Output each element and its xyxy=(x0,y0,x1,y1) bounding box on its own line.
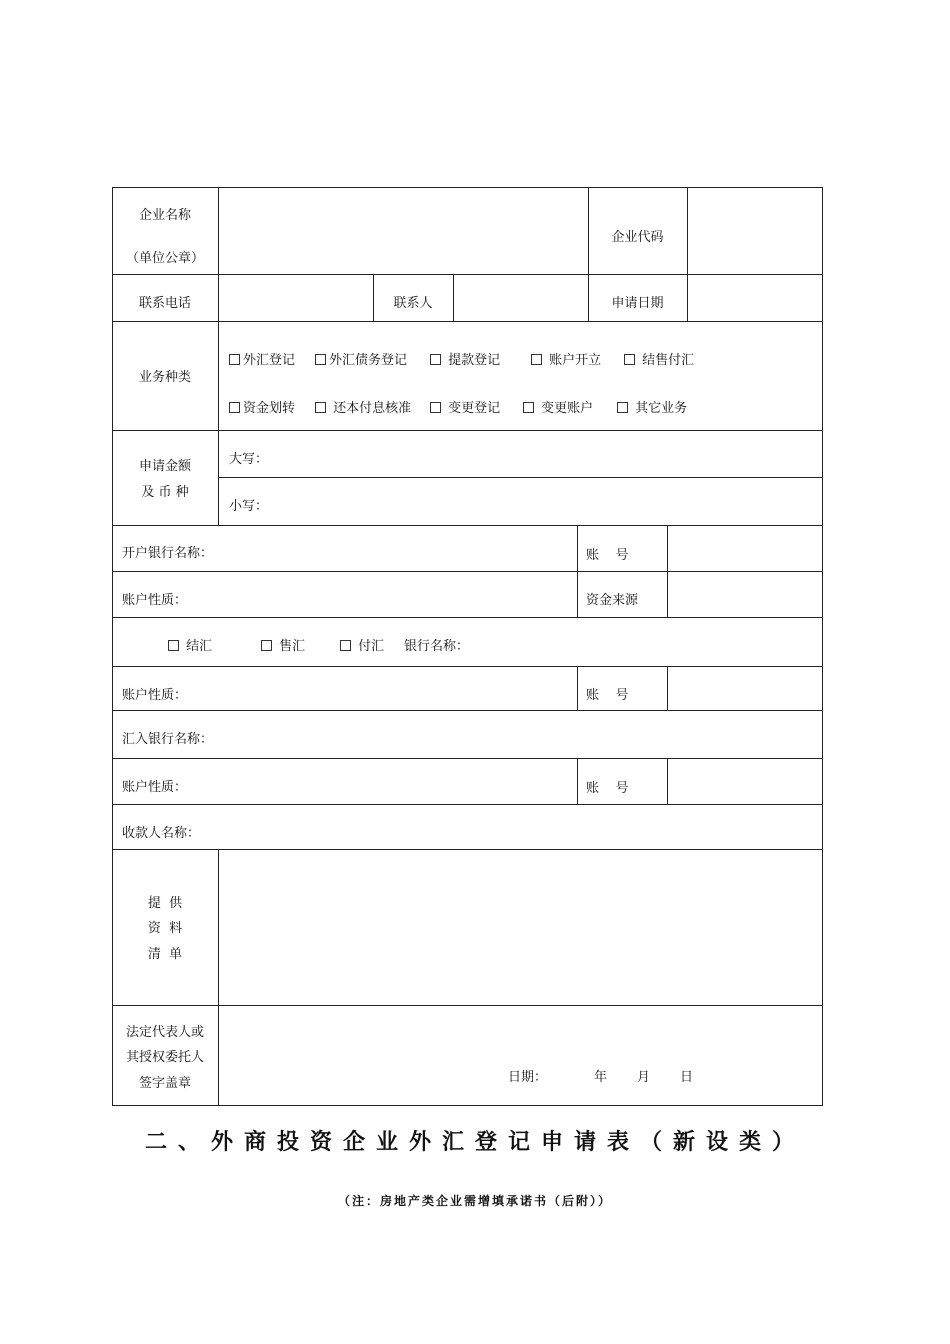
checkbox-icon xyxy=(340,640,351,651)
checkbox-other-business[interactable] xyxy=(617,401,687,417)
option-label: 提款登记 xyxy=(448,353,501,368)
option-label: 售汇 xyxy=(279,639,306,654)
checkbox-icon xyxy=(430,354,441,365)
checkbox-icon xyxy=(315,402,326,413)
signature-label-line3: 签字盖章 xyxy=(138,1076,191,1091)
row-line xyxy=(112,666,823,667)
col-line xyxy=(218,187,219,525)
checkbox-icon xyxy=(261,640,272,651)
docs-label-line2: 资 料 xyxy=(147,921,183,936)
checkbox-icon xyxy=(531,354,542,365)
amount-upper-label: 大写： xyxy=(229,452,269,467)
col-line xyxy=(218,849,219,1106)
row-line xyxy=(112,525,823,526)
checkbox-fund-transfer[interactable] xyxy=(229,401,295,417)
option-label: 资金划转 xyxy=(243,401,296,416)
checkbox-icon xyxy=(624,354,635,365)
checkbox-fx-registration[interactable] xyxy=(229,353,295,369)
company-name-label: 企业名称 xyxy=(138,208,191,223)
open-bank-label: 开户银行名称： xyxy=(122,546,214,561)
docs-label-line1: 提 供 xyxy=(147,896,183,911)
docs-label-line3: 清 单 xyxy=(147,947,183,962)
option-label: 其它业务 xyxy=(635,401,688,416)
year-label: 年 xyxy=(594,1070,608,1085)
option-label: 还本付息核准 xyxy=(333,401,412,416)
row-line xyxy=(112,571,823,572)
checkbox-icon xyxy=(617,402,628,413)
signature-label-line1: 法定代表人或 xyxy=(125,1025,204,1040)
row-line xyxy=(112,758,823,759)
account-no-label: 账 号 xyxy=(586,548,629,563)
checkbox-fx-debt-registration[interactable] xyxy=(315,353,407,369)
account-type-label: 账户性质： xyxy=(122,780,188,795)
checkbox-withdrawal-registration[interactable] xyxy=(430,353,500,369)
option-label: 付汇 xyxy=(358,639,385,654)
date-label: 日期： xyxy=(508,1070,548,1085)
row-line xyxy=(112,710,823,711)
col-line xyxy=(667,758,668,804)
checkbox-icon xyxy=(315,354,326,365)
option-label: 外汇债务登记 xyxy=(329,353,408,368)
application-form xyxy=(112,187,823,1106)
checkbox-repayment-approval[interactable] xyxy=(315,401,411,417)
checkbox-account-opening[interactable] xyxy=(531,353,601,369)
fund-source-label: 资金来源 xyxy=(586,593,639,608)
col-line xyxy=(577,758,578,804)
checkbox-settlement[interactable] xyxy=(168,639,212,655)
option-label: 变更登记 xyxy=(448,401,501,416)
checkbox-icon xyxy=(430,402,441,413)
phone-label: 联系电话 xyxy=(138,296,191,311)
col-line xyxy=(577,666,578,710)
option-label: 外汇登记 xyxy=(243,353,296,368)
option-label: 结汇 xyxy=(186,639,213,654)
payee-label: 收款人名称： xyxy=(122,826,201,841)
checkbox-settlement-payment[interactable] xyxy=(624,353,694,369)
option-label: 结售付汇 xyxy=(642,353,695,368)
col-line xyxy=(687,187,688,321)
apply-date-label: 申请日期 xyxy=(611,296,664,311)
col-line xyxy=(453,274,454,321)
row-line xyxy=(218,477,823,478)
col-line xyxy=(667,525,668,617)
business-type-label: 业务种类 xyxy=(138,370,191,385)
company-code-label: 企业代码 xyxy=(611,230,664,245)
checkbox-icon xyxy=(229,402,240,413)
checkbox-fx-sale[interactable] xyxy=(261,639,305,655)
row-line xyxy=(112,617,823,618)
option-label: 变更账户 xyxy=(541,401,594,416)
remit-bank-label: 汇入银行名称： xyxy=(122,732,214,747)
amount-label-line2: 及 币 种 xyxy=(141,485,189,500)
col-line xyxy=(667,666,668,710)
account-no-label: 账 号 xyxy=(586,781,629,796)
account-type-label: 账户性质： xyxy=(122,688,188,703)
checkbox-icon xyxy=(229,354,240,365)
checkbox-change-registration[interactable] xyxy=(430,401,500,417)
amount-lower-label: 小写： xyxy=(229,499,269,514)
checkbox-icon xyxy=(168,640,179,651)
checkbox-change-account[interactable] xyxy=(523,401,593,417)
form-title: 二、外商投资企业外汇登记申请表（新设类） xyxy=(144,1130,805,1155)
checkbox-icon xyxy=(523,402,534,413)
day-label: 日 xyxy=(680,1070,694,1085)
option-label: 账户开立 xyxy=(549,353,602,368)
contact-label: 联系人 xyxy=(393,296,433,311)
checkbox-payment[interactable] xyxy=(340,639,384,655)
signature-label-line2: 其授权委托人 xyxy=(125,1050,204,1065)
month-label: 月 xyxy=(637,1070,651,1085)
account-no-label: 账 号 xyxy=(586,688,629,703)
account-type-label: 账户性质： xyxy=(122,593,188,608)
bank-name-label: 银行名称： xyxy=(404,639,470,654)
col-line xyxy=(577,525,578,617)
amount-label-line1: 申请金额 xyxy=(138,459,191,474)
row-line xyxy=(112,804,823,805)
form-note: （注：房地产类企业需增填承诺书（后附）） xyxy=(337,1194,612,1208)
company-seal-label: （单位公章） xyxy=(125,251,204,266)
